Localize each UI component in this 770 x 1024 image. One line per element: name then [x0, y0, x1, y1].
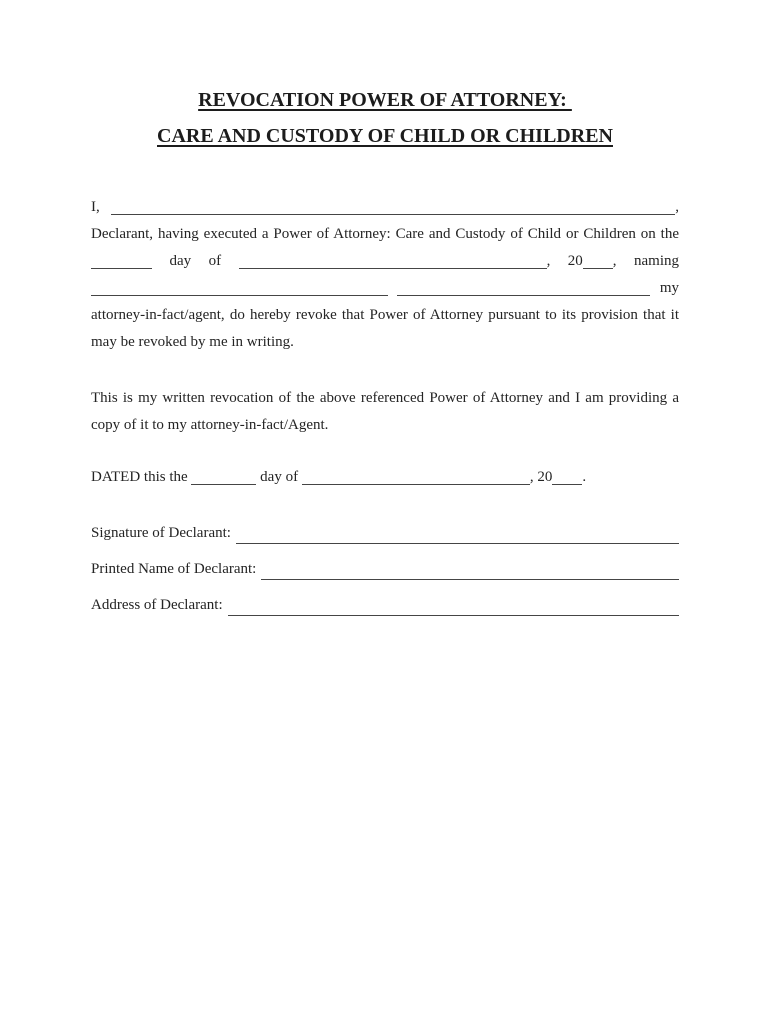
- printed-name-of-declarant-label: Printed Name of Declarant:: [91, 561, 257, 577]
- blank-dated-year: [552, 472, 582, 485]
- line-revoke-provision: attorney-in-fact/agent, do hereby revoke that Power of Attorney pursuant to its provision that it: [91, 307, 679, 323]
- address-of-declarant-label: Address of Declarant:: [91, 597, 223, 613]
- blank-agent-name-2: [397, 283, 650, 296]
- blank-signature-of-declarant: [236, 520, 679, 544]
- blank-dated-month: [302, 472, 530, 485]
- line-revoked-in-writing: may be revoked by me in writing.: [91, 334, 294, 350]
- comma-after-year: ,: [612, 253, 617, 269]
- blank-execution-day: [91, 256, 152, 269]
- line-declarant-intro: [91, 194, 679, 221]
- signature-section: [91, 520, 679, 628]
- year-prefix-20: 20: [567, 253, 583, 269]
- line-execution-date: [91, 248, 679, 275]
- dated-prefix: DATED this the: [91, 469, 188, 485]
- dated-line: [91, 464, 679, 491]
- dated-day-of: day of: [260, 469, 299, 485]
- dated-period: .: [582, 469, 587, 485]
- blank-agent-name-1: [91, 283, 388, 296]
- signature-row: [91, 520, 679, 547]
- printed-name-row: [91, 556, 679, 583]
- word-of: of: [208, 253, 222, 269]
- declarant-intro-comma: ,: [675, 199, 679, 215]
- blank-dated-day: [191, 472, 256, 485]
- blank-address-of-declarant: [228, 592, 679, 616]
- title-line-2: CARE AND CUSTODY OF CHILD OR CHILDREN: [157, 125, 613, 147]
- blank-declarant-name: [111, 202, 675, 215]
- declarant-intro-prefix: I,: [91, 199, 100, 215]
- word-my: my: [659, 280, 680, 296]
- blank-execution-month: [239, 256, 547, 269]
- dated-year-prefix: , 20: [529, 469, 553, 485]
- line-executed-poa: Declarant, having executed a Power of Attorney: Care and Custody of Child or Children on the: [91, 226, 679, 242]
- paragraph-revocation: [91, 194, 679, 356]
- line-dated: [91, 464, 679, 491]
- line-agent-names: [91, 275, 679, 302]
- word-naming: naming: [634, 253, 680, 269]
- signature-of-declarant-label: Signature of Declarant:: [91, 525, 231, 541]
- line-copy-to-agent: copy of it to my attorney-in-fact/Agent.: [91, 417, 329, 433]
- word-day: day: [169, 253, 192, 269]
- title-line-1: REVOCATION POWER OF ATTORNEY:: [198, 89, 572, 111]
- document-title: [0, 82, 770, 154]
- blank-execution-year: [583, 256, 613, 269]
- blank-printed-name-of-declarant: [261, 556, 679, 580]
- line-written-revocation: This is my written revocation of the above referenced Power of Attorney and I am providing a: [91, 390, 679, 406]
- paragraph-written-revocation: [91, 385, 679, 439]
- address-row: [91, 592, 679, 619]
- comma-after-month: ,: [546, 253, 551, 269]
